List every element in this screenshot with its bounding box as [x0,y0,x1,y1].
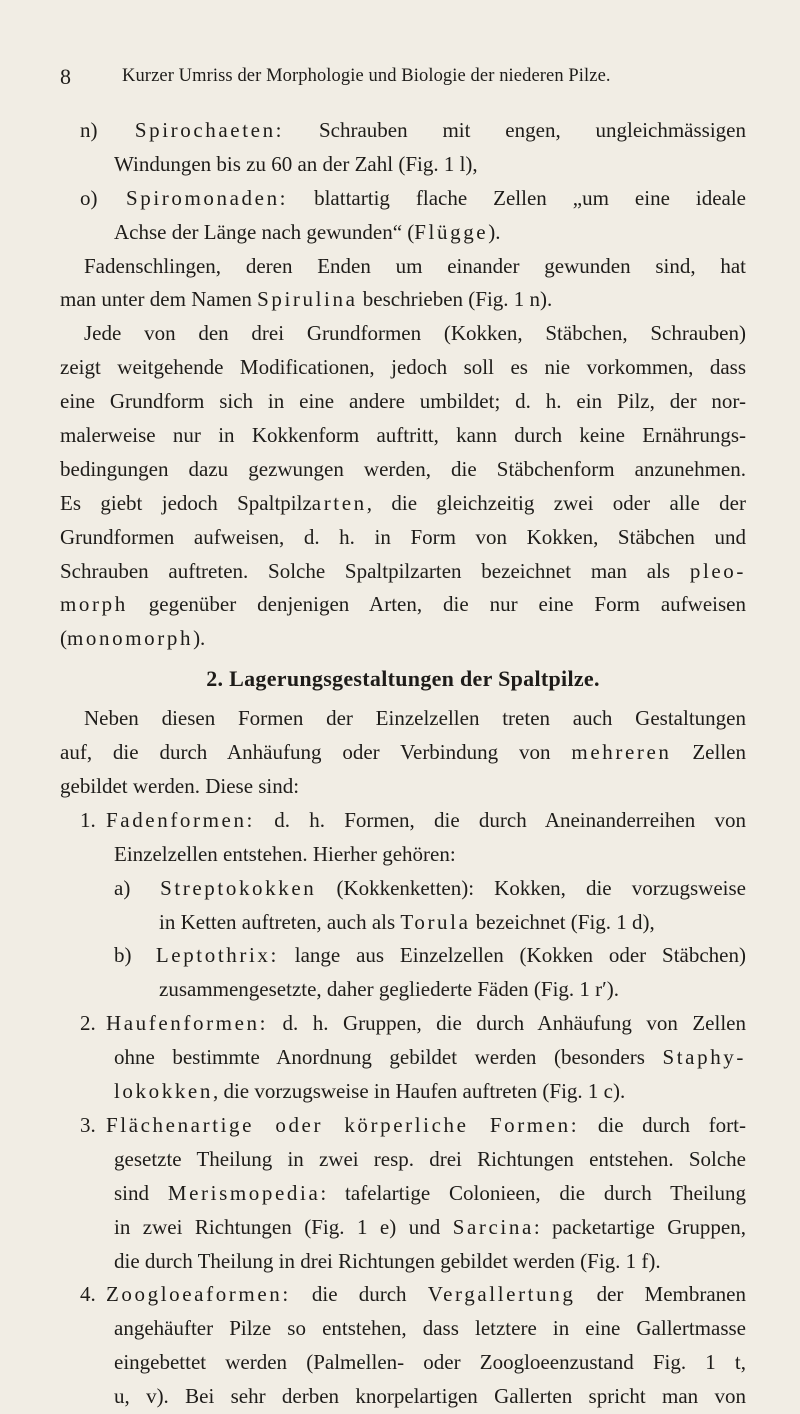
para-1-line-9 [60,588,746,622]
term-leptothrix: Leptothrix: [155,943,279,968]
term-mehreren: mehreren [571,740,672,765]
sub-b-line-2: zusammengesetzte, daher gegliederte Fäden (Fig. 1 r′). [159,977,620,1002]
list-text: d. h. Formen, die durch Aneinanderreihen von [255,807,746,832]
sub-a-label: a) [114,875,131,900]
para-text: beschrieben (Fig. 1 n). [357,287,553,312]
para-2-line-2 [60,736,746,770]
term-torula: Torula [400,909,471,934]
sub-b-label: b) [114,943,132,968]
list-4-line-4: u, v). Bei sehr derben knorpelartigen Gallerten spricht man von [114,1384,746,1409]
para-1-line-3: eine Grundform sich in eine andere umbildet; d. h. ein Pilz, der nor- [60,389,746,414]
para-1-line-1 [60,317,746,351]
para-text: Schrauben auftreten. Solche Spaltpilzarten bezeichnet man als [60,558,690,583]
term-staphylokokken: Staphy- [662,1045,746,1070]
term-pleomorph: pleo- [689,558,746,583]
term-staphylokokken-cont: lokokken [114,1079,213,1104]
list-text: : tafelartige Colonieen, die durch Theilung [320,1180,746,1205]
list-3-line-4 [60,1211,746,1245]
list-2-line-2 [60,1041,746,1075]
item-n-text: Schrauben mit engen, ungleichmässigen [284,118,747,142]
sub-b-line-1 [60,939,746,973]
item-o-line-1 [60,182,746,216]
item-n-label: n) [80,118,98,142]
section-heading: 2. Lagerungsgestaltungen der Spaltpilze. [206,666,600,692]
item-o-text-3: ). [488,219,501,244]
list-3-line-5: die durch Theilung in drei Richtungen gebildet werden (Fig. 1 f). [114,1248,661,1273]
sub-a-line-2 [60,906,746,940]
item-o-line-2 [60,216,746,250]
item-o-label: o) [80,185,98,210]
list-3-label: 3. [80,1112,96,1137]
para-text: , die gleichzeitig zwei oder alle der [366,490,746,515]
para-text: Jede von den drei Grundformen (Kokken, Stäbchen, Schrauben) [84,321,746,346]
list-text: (Kokkenketten): Kokken, die vorzugsweise [316,875,746,900]
para-text: Fadenschlingen, deren Enden um einander gewunden sind, hat [84,253,746,278]
list-2-line-1 [60,1007,746,1041]
para-2-line-1 [60,702,746,736]
term-spiromonaden: Spiromonaden: [125,185,289,210]
para-1-line-5: bedingungen dazu gezwungen werden, die Stäbchenform anzunehmen. [60,456,746,481]
list-text: d. h. Gruppen, die durch Anhäufung von Zellen [268,1011,746,1036]
para-1-line-6 [60,487,746,521]
list-4-line-3: eingebettet werden (Palmellen- oder Zoogloeenzustand Fig. 1 t, [114,1350,746,1375]
list-1-line-2: Einzelzellen entstehen. Hierher gehören: [114,841,456,866]
para-fadenschlingen-line-1 [60,250,746,284]
term-vergallertung: Vergallertung [427,1282,576,1307]
page-number: 8 [60,64,71,89]
term-fadenformen: Fadenformen: [106,807,255,832]
sub-a-line-1 [60,872,746,906]
list-4-line-2: angehäufter Pilze so entstehen, dass letztere in eine Gallertmasse [114,1316,746,1341]
list-3-line-1 [60,1109,746,1143]
list-text: bezeichnet (Fig. 1 d), [470,909,655,934]
para-1-line-4: malerweise nur in Kokkenform auftritt, kann durch keine Ernährungs- [60,423,746,448]
para-text: ). [193,626,206,651]
list-4-line-1 [60,1278,746,1312]
term-monomorph: monomorph [67,626,194,651]
para-1-line-7: Grundformen aufweisen, d. h. in Form von Kokken, Stäbchen und [60,524,746,549]
list-4-label: 4. [80,1282,96,1307]
list-1-line-1 [60,804,746,838]
list-2-line-3 [60,1075,746,1109]
page-body [60,114,746,1414]
running-header [60,64,740,94]
term-sarcina: Sarcina [452,1214,534,1239]
running-title: Kurzer Umriss der Morphologie und Biologie der niederen Pilze. [122,66,611,86]
para-text: auf, die durch Anhäufung oder Verbindung von [60,740,572,765]
list-text: die durch [290,1282,428,1307]
list-2-label: 2. [80,1011,96,1036]
para-fadenschlingen-line-2 [60,283,746,317]
para-text: gegenüber denjenigen Arten, die nur eine Form aufweisen [127,592,746,617]
list-1-label: 1. [80,807,96,832]
para-text: Neben diesen Formen der Einzelzellen treten auch Gestaltungen [84,706,746,731]
list-text: die durch fort- [579,1112,746,1137]
term-arten: arten [311,490,367,515]
list-text: : packetartige Gruppen, [533,1214,746,1239]
list-3-line-2: gesetzte Theilung in zwei resp. drei Richtungen entstehen. Solche [114,1146,746,1171]
item-o-text-2: Achse der Länge nach gewunden“ ( [114,219,415,244]
para-2-line-3: gebildet werden. Diese sind: [60,774,300,799]
list-3-line-3 [60,1177,746,1211]
author-fluegge: Flügge [414,219,489,244]
para-text: man unter dem Namen [60,287,258,312]
term-streptokokken: Streptokokken [160,875,317,900]
item-o-text: blattartig flache Zellen „um eine ideale [288,185,747,210]
item-n-line-2: Windungen bis zu 60 an der Zahl (Fig. 1 l), [114,151,478,176]
term-spirochaeten: Spirochaeten: [134,118,285,142]
term-haufenformen: Haufenformen: [106,1011,269,1036]
list-text: , die vorzugsweise in Haufen auftreten (Fig. 1 c). [212,1079,626,1104]
term-flaechenartige: Flächenartige oder körperliche Formen: [106,1112,580,1137]
list-text: ohne bestimmte Anordnung gebildet werden (besonders [114,1045,663,1070]
para-text: Zellen [671,740,746,765]
term-merismopedia: Merismopedia [167,1180,321,1205]
term-zoogloeaformen: Zoogloeaformen: [106,1282,291,1307]
term-spirulina: Spirulina [257,287,358,312]
para-text: Es giebt jedoch Spaltpilz [60,490,312,515]
item-n-line-1 [60,114,746,148]
list-text: in zwei Richtungen (Fig. 1 e) und [114,1214,453,1239]
list-text: in Ketten auftreten, auch als [159,909,401,934]
para-1-line-2: zeigt weitgehende Modificationen, jedoch soll es nie vorkommen, dass [60,355,746,380]
list-text: sind [114,1180,168,1205]
para-text: ( [60,626,67,651]
para-1-line-8 [60,555,746,589]
list-text: der Membranen [575,1282,746,1307]
list-text: lange aus Einzelzellen (Kokken oder Stäbchen) [278,943,746,968]
para-1-line-10 [60,622,746,656]
term-pleomorph-cont: morph [60,592,128,617]
